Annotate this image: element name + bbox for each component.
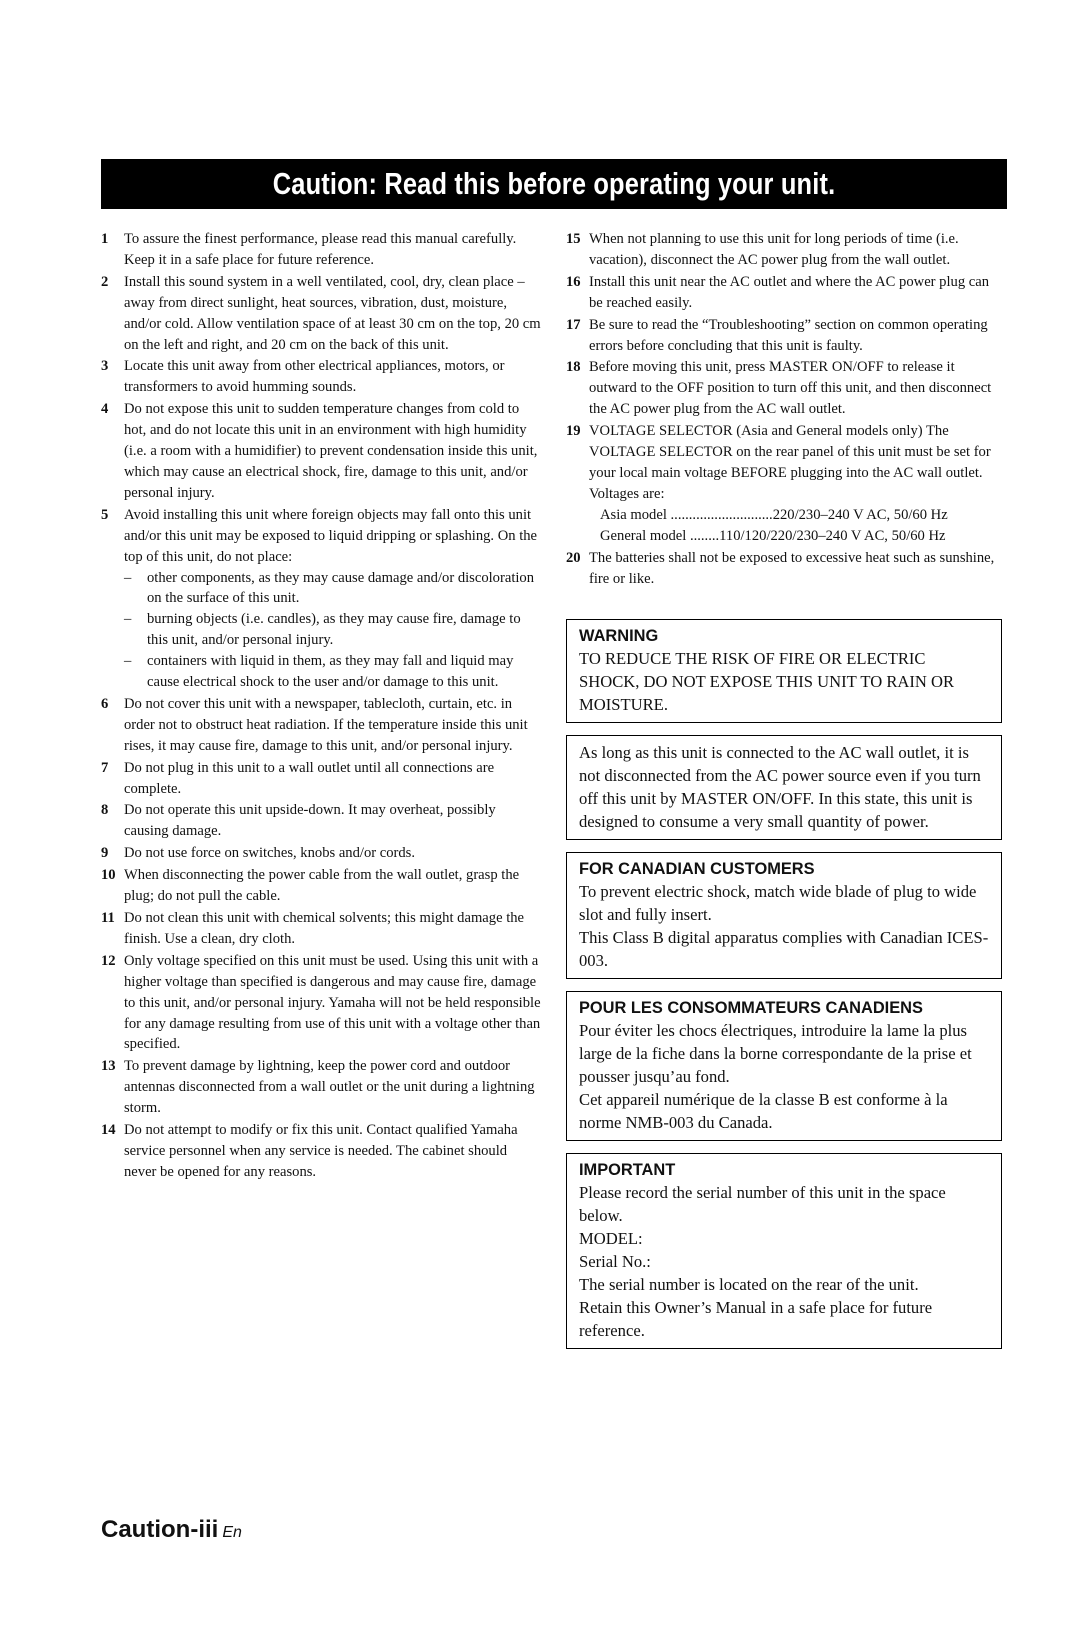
caution-item bbox=[566, 272, 1006, 314]
voltage-model: Asia model ............................ bbox=[600, 506, 773, 523]
item-number: 2 bbox=[101, 273, 109, 290]
item-text: Do not use force on switches, knobs and/or cords. bbox=[124, 845, 416, 862]
item-text: Install this sound system in a well ventilated, cool, dry, clean place – away from direct sunlight, heat sources, vibration, dust, moisture, and/or cold. Allow ventilation space of at least 30 cm on the top, 20 cm on the left and right, and 20 cm on the back of this unit. bbox=[124, 273, 541, 353]
voltage-row-asia bbox=[589, 505, 1006, 526]
dash-bullet: – bbox=[124, 569, 132, 586]
item-text: To prevent damage by lightning, keep the power cord and outdoor antennas disconnected from a wall outlet or the unit during a lightning storm. bbox=[124, 1058, 535, 1117]
right-column bbox=[566, 229, 1006, 590]
left-column bbox=[101, 229, 541, 1184]
french-canadian-box bbox=[566, 991, 1002, 1141]
caution-item bbox=[101, 399, 541, 504]
sub-item bbox=[124, 609, 541, 651]
caution-item bbox=[101, 272, 541, 356]
sub-item-text: other components, as they may cause damage and/or discoloration on the surface of this unit. bbox=[147, 569, 535, 607]
dash-bullet: – bbox=[124, 653, 132, 670]
sub-item-text: burning objects (i.e. candles), as they may cause fire, damage to this unit, and/or personal injury. bbox=[147, 611, 521, 649]
item-number: 20 bbox=[566, 549, 581, 566]
box-text: As long as this unit is connected to the AC wall outlet, it is not disconnected from the AC power source even if you turn off this unit by MASTER ON/OFF. In this state, this unit is designed to consume a very small quantity of power. bbox=[579, 743, 981, 831]
item-text: Do not operate this unit upside-down. It may overheat, possibly causing damage. bbox=[124, 802, 496, 840]
caution-item bbox=[101, 694, 541, 757]
caution-item bbox=[101, 908, 541, 950]
page-footer bbox=[101, 1516, 242, 1544]
sub-item bbox=[124, 651, 541, 693]
box-heading: POUR LES CONSOMMATEURS CANADIENS bbox=[579, 999, 923, 1017]
item-number: 8 bbox=[101, 802, 109, 819]
box-text: Pour éviter les chocs électriques, introduire la lame la plus large de la fiche dans la borne correspondante de la prise et pousser jusqu’au fond. bbox=[579, 1021, 972, 1086]
caution-list-right bbox=[566, 229, 1006, 589]
item-number: 5 bbox=[101, 506, 109, 523]
warning-box bbox=[566, 619, 1002, 723]
model-field-label: MODEL: bbox=[579, 1229, 643, 1248]
sub-list bbox=[124, 568, 541, 693]
caution-item bbox=[101, 951, 541, 1056]
caution-item bbox=[101, 843, 541, 864]
item-text: Do not expose this unit to sudden temperature changes from cold to hot, and do not locate this unit in an environment with high humidity (i.e. a room with a humidifier) to prevent condensation inside this unit, which may cause an electrical shock, fire, damage to this unit, and/or personal injury. bbox=[124, 401, 538, 501]
box-heading: IMPORTANT bbox=[579, 1161, 676, 1179]
voltage-row-general bbox=[589, 526, 1006, 547]
item-text: Before moving this unit, press MASTER ON/OFF to release it outward to the OFF position to turn off this unit, and then disconnect the AC power plug from the AC wall outlet. bbox=[589, 359, 992, 418]
item-number: 14 bbox=[101, 1122, 116, 1139]
item-number: 7 bbox=[101, 759, 109, 776]
caution-item bbox=[101, 356, 541, 398]
item-body bbox=[124, 505, 541, 693]
caution-item bbox=[566, 421, 1006, 546]
item-text: Do not attempt to modify or fix this unit. Contact qualified Yamaha service personnel when any service is needed. The cabinet should never be opened for any reasons. bbox=[124, 1122, 518, 1180]
notice-boxes bbox=[566, 619, 1002, 1361]
caution-item bbox=[566, 357, 1006, 420]
page-number: Caution-iii bbox=[101, 1516, 219, 1543]
caution-item bbox=[101, 1120, 541, 1183]
item-text: Be sure to read the “Troubleshooting” section on common operating errors before concluding that this unit is faulty. bbox=[589, 316, 988, 354]
caution-list-left bbox=[101, 229, 541, 1183]
item-text: Do not plug in this unit to a wall outlet until all connections are complete. bbox=[124, 759, 495, 797]
caution-item bbox=[101, 229, 541, 271]
item-number: 16 bbox=[566, 273, 581, 290]
box-text: Cet appareil numérique de la classe B est conforme à la norme NMB-003 du Canada. bbox=[579, 1090, 948, 1132]
box-text: This Class B digital apparatus complies with Canadian ICES-003. bbox=[579, 928, 989, 970]
item-number: 19 bbox=[566, 423, 581, 440]
item-text: Do not cover this unit with a newspaper, tablecloth, curtain, etc. in order not to obstruct heat radiation. If the temperature inside this unit rises, it may cause fire, damage to this unit, and/or personal injury. bbox=[124, 695, 528, 754]
caution-item bbox=[101, 865, 541, 907]
caution-item bbox=[101, 505, 541, 693]
item-number: 4 bbox=[101, 401, 109, 418]
box-text: To prevent electric shock, match wide blade of plug to wide slot and fully insert. bbox=[579, 882, 977, 924]
item-number: 1 bbox=[101, 231, 109, 247]
item-number: 13 bbox=[101, 1058, 116, 1075]
item-number: 6 bbox=[101, 695, 109, 712]
item-number: 3 bbox=[101, 358, 109, 375]
page-title: Caution: Read this before operating your unit. bbox=[272, 166, 836, 201]
item-number: 17 bbox=[566, 316, 581, 333]
item-text: Install this unit near the AC outlet and where the AC power plug can be reached easily. bbox=[589, 273, 990, 311]
box-heading: FOR CANADIAN CUSTOMERS bbox=[579, 860, 815, 878]
item-number: 18 bbox=[566, 359, 581, 376]
canadian-customers-box bbox=[566, 852, 1002, 979]
box-text: Please record the serial number of this unit in the space below. bbox=[579, 1183, 946, 1225]
voltage-value: 220/230–240 V AC, 50/60 Hz bbox=[772, 506, 948, 523]
sub-item bbox=[124, 568, 541, 610]
item-text: To assure the finest performance, please read this manual carefully. Keep it in a safe place for future reference. bbox=[124, 231, 517, 268]
caution-item bbox=[101, 758, 541, 800]
standby-power-box bbox=[566, 735, 1002, 840]
item-body bbox=[589, 421, 1006, 546]
item-number: 11 bbox=[101, 910, 115, 926]
important-box bbox=[566, 1153, 1002, 1349]
caution-item bbox=[566, 229, 1006, 271]
item-text: Locate this unit away from other electrical appliances, motors, or transformers to avoid humming sounds. bbox=[124, 358, 505, 396]
sub-item-text: containers with liquid in them, as they may fall and liquid may cause electrical shock to the user and/or damage to this unit. bbox=[147, 653, 514, 691]
item-text: Only voltage specified on this unit must be used. Using this unit with a higher voltage than specified is dangerous and may cause fire, damage to this unit, and/or personal injury. Yamaha will not be held responsible for any damage resulting from use of this unit with a voltage other than specified. bbox=[124, 952, 541, 1053]
voltage-model: General model ........ bbox=[600, 527, 720, 544]
caution-item bbox=[101, 1056, 541, 1119]
item-text: Do not clean this unit with chemical solvents; this might damage the finish. Use a clean, dry cloth. bbox=[124, 910, 525, 947]
item-text: The batteries shall not be exposed to excessive heat such as sunshine, fire or like. bbox=[589, 549, 995, 587]
item-number: 15 bbox=[566, 231, 581, 247]
voltage-value: 110/120/220/230–240 V AC, 50/60 Hz bbox=[719, 527, 946, 544]
box-text: TO REDUCE THE RISK OF FIRE OR ELECTRIC SHOCK, DO NOT EXPOSE THIS UNIT TO RAIN OR MOISTURE. bbox=[579, 649, 955, 714]
box-text: Retain this Owner’s Manual in a safe place for future reference. bbox=[579, 1298, 933, 1340]
box-text: The serial number is located on the rear of the unit. bbox=[579, 1275, 919, 1294]
title-bar bbox=[101, 159, 1007, 209]
language-code: En bbox=[222, 1524, 242, 1541]
item-text: Avoid installing this unit where foreign objects may fall onto this unit and/or this unit may be exposed to liquid dripping or splashing. On the top of this unit, do not place: bbox=[124, 506, 538, 565]
caution-item bbox=[566, 315, 1006, 357]
item-text: When disconnecting the power cable from the wall outlet, grasp the plug; do not pull the cable. bbox=[124, 867, 520, 905]
item-number: 9 bbox=[101, 845, 109, 862]
item-text: VOLTAGE SELECTOR (Asia and General models only) The VOLTAGE SELECTOR on the rear panel of this unit must be set for your local main voltage BEFORE plugging into the AC wall outlet. Voltages are: bbox=[589, 423, 991, 502]
caution-item bbox=[101, 800, 541, 842]
item-text: When not planning to use this unit for long periods of time (i.e. vacation), disconnect the AC power plug from the wall outlet. bbox=[589, 231, 959, 268]
item-number: 12 bbox=[101, 952, 116, 969]
caution-item bbox=[566, 548, 1006, 590]
box-heading: WARNING bbox=[579, 627, 659, 645]
item-number: 10 bbox=[101, 867, 116, 884]
dash-bullet: – bbox=[124, 611, 132, 628]
serial-field-label: Serial No.: bbox=[579, 1252, 651, 1271]
